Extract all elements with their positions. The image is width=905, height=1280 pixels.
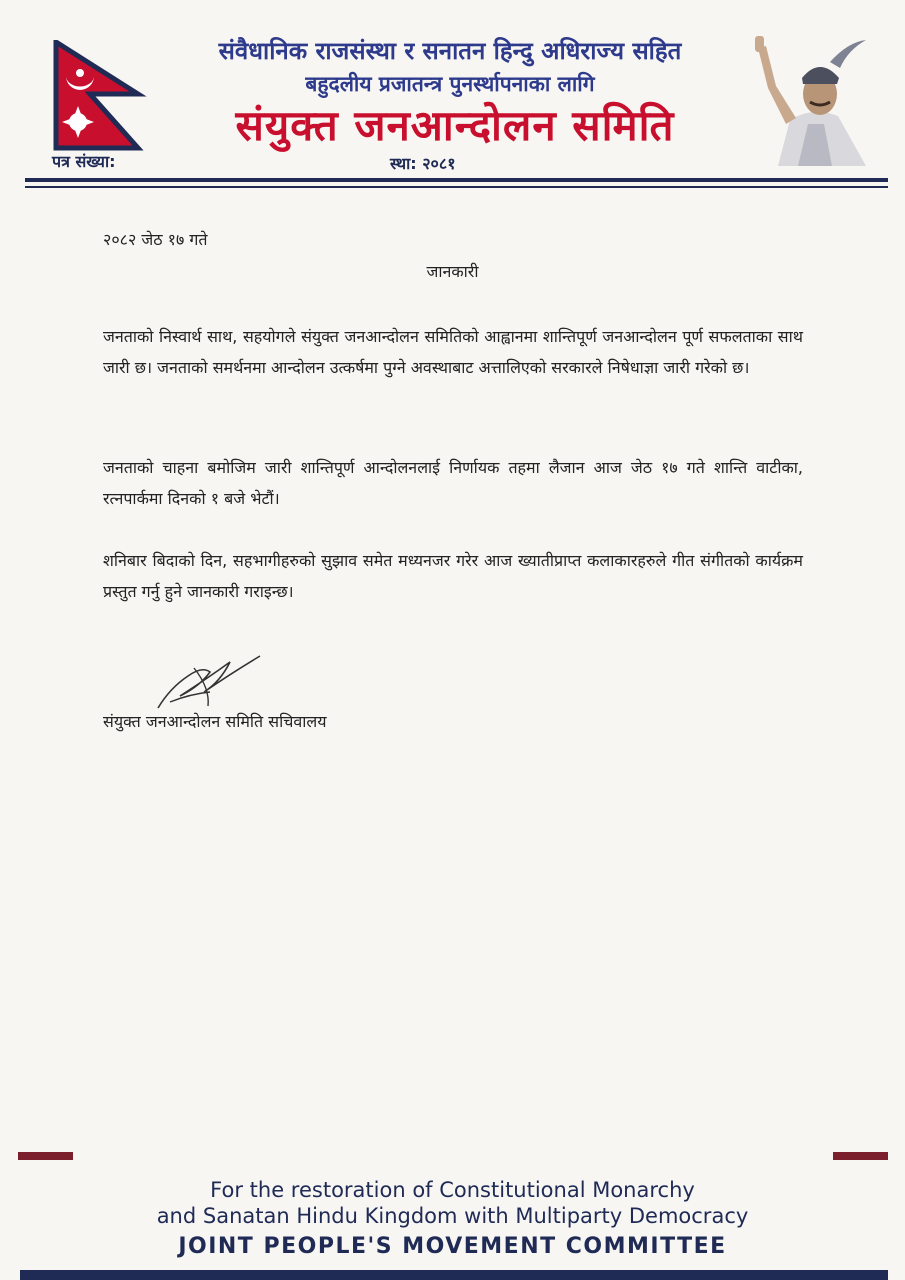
letter-date: २०८२ जेठ १७ गते: [103, 230, 208, 249]
header-rule-thick: [25, 178, 888, 182]
footer-accent-right: [833, 1152, 888, 1160]
header-tagline-1: संवैधानिक राजसंस्था र सनातन हिन्दु अधिराज्य सहित: [218, 37, 682, 65]
reference-number-label: पत्र संख्या:: [52, 152, 116, 171]
footer-committee-name: JOINT PEOPLE'S MOVEMENT COMMITTEE: [178, 1234, 727, 1259]
footer-band: [20, 1270, 888, 1280]
header-tagline-2: बहुदलीय प्रजातन्त्र पुनर्स्थापनाका लागि: [305, 72, 595, 96]
established-year: स्था: २०८१: [390, 154, 456, 173]
secretariat-signoff: संयुक्त जनआन्दोलन समिति सचिवालय: [103, 712, 327, 731]
footer-accent-left: [18, 1152, 73, 1160]
letter-subject: जानकारी: [426, 262, 479, 281]
paragraph-3: शनिबार बिदाको दिन, सहभागीहरुको सुझाव समेत मध्यनजर गरेर आज ख्यातीप्राप्त कलाकारहरुले गीत संगीतको कार्यक्रम प्रस्तुत गर्नु हुने जानकारी गराइन्छ।: [103, 551, 803, 601]
header-rule-thin: [25, 186, 888, 188]
footer-tagline-2: and Sanatan Hindu Kingdom with Multiparty Democracy: [156, 1204, 749, 1228]
nepal-flag-icon: [52, 40, 147, 155]
paragraph-1: जनताको निस्वार्थ साथ, सहयोगले संयुक्त जनआन्दोलन समितिको आह्वानमा शान्तिपूर्ण जनआन्दोलन पूर्ण सफलताका साथ जारी छ। जनताको समर्थनमा आन्दोलन उत्कर्षमा पुग्ने अवस्थाबाट अत्तालिएको सरकारले निषेधाज्ञा जारी गरेको छ।: [103, 327, 803, 377]
handwritten-signature: [150, 648, 270, 718]
footer-tagline-1: For the restoration of Constitutional Monarchy: [210, 1178, 695, 1202]
paragraph-2: जनताको चाहना बमोजिम जारी शान्तिपूर्ण आन्दोलनलाई निर्णायक तहमा लैजान आज जेठ १७ गते शान्ति वाटीका, रत्नपार्कमा दिनको १ बजे भेटौं।: [103, 458, 803, 508]
committee-title: संयुक्त जनआन्दोलन समिति: [235, 101, 675, 150]
king-portrait-image: [738, 28, 888, 166]
